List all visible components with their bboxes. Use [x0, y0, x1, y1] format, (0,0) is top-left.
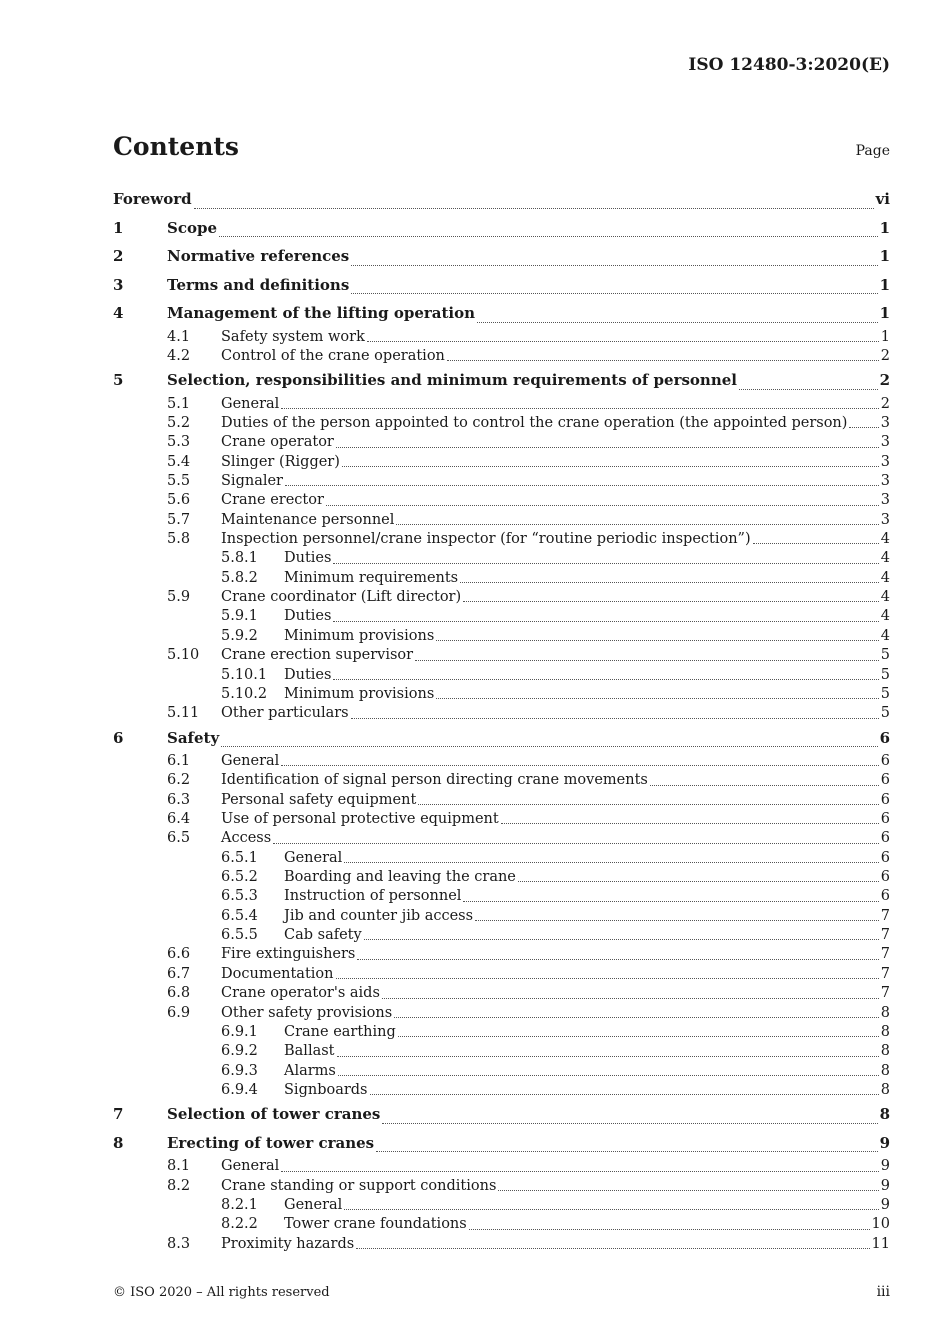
toc-entry-title: Jib and counter jib access [284, 907, 474, 924]
toc-entry[interactable] [113, 1129, 890, 1158]
toc-entry-number: 6.9.1 [221, 1023, 258, 1040]
toc-entry-page: 3 [880, 453, 890, 470]
toc-entry-page: 7 [880, 946, 890, 963]
toc-entry-number: 6.5.1 [221, 849, 258, 866]
toc-entry-page: 4 [880, 531, 890, 548]
dot-leader [344, 1208, 878, 1210]
toc-entry[interactable] [113, 588, 890, 607]
toc-entry-page: 8 [880, 1062, 890, 1079]
dot-leader [418, 803, 878, 805]
toc-entry-number: 8.2 [167, 1177, 191, 1194]
toc-entry-title: Documentation [221, 965, 334, 982]
toc-entry-title: Scope [167, 218, 218, 237]
toc-entry-title: Other safety provisions [221, 1004, 393, 1021]
toc-entry-number: 6.5.4 [221, 907, 258, 924]
toc-entry[interactable] [113, 704, 890, 723]
toc-entry-page: 6 [880, 830, 890, 847]
dot-leader [333, 678, 878, 680]
toc-entry-page: 6 [879, 728, 890, 747]
toc-entry[interactable] [113, 569, 890, 588]
toc-entry[interactable] [113, 472, 890, 491]
toc-entry-number: 2 [113, 247, 124, 265]
dot-leader [336, 446, 879, 448]
toc-entry-page: 8 [880, 1043, 890, 1060]
table-of-contents [113, 185, 890, 1254]
toc-entry-page: 2 [880, 395, 890, 412]
toc-entry[interactable] [113, 965, 890, 984]
toc-entry[interactable] [113, 242, 890, 271]
toc-entry-page: 9 [880, 1196, 890, 1213]
toc-entry-title: Fire extinguishers [221, 946, 356, 963]
toc-entry-number: 6.3 [167, 791, 191, 808]
toc-entry-page: 7 [880, 985, 890, 1002]
toc-entry-number: 4.2 [167, 347, 191, 364]
toc-entry-page: 3 [880, 511, 890, 528]
toc-entry-number: 6.9 [167, 1004, 191, 1021]
dot-leader [351, 264, 877, 266]
dot-leader [849, 426, 878, 428]
toc-entry-title: Proximity hazards [221, 1235, 355, 1252]
toc-entry-title: Selection, responsibilities and minimum requirements of personnel [167, 371, 737, 390]
dot-leader [326, 504, 879, 506]
dot-leader [221, 745, 877, 747]
toc-entry-title: Signboards [284, 1081, 368, 1098]
toc-entry-title: Selection of tower cranes [167, 1105, 381, 1124]
toc-entry[interactable] [113, 1081, 890, 1100]
toc-entry-page: 5 [880, 705, 890, 722]
toc-entry[interactable] [113, 685, 890, 704]
toc-entry-page: 8 [879, 1105, 890, 1124]
toc-entry-page: 9 [880, 1177, 890, 1194]
toc-entry[interactable] [113, 549, 890, 568]
dot-leader [344, 861, 878, 863]
toc-entry-number: 4 [113, 304, 124, 322]
toc-entry-title: Control of the crane operation [221, 347, 445, 364]
toc-entry-title: General [221, 1158, 280, 1175]
toc-entry[interactable] [113, 829, 890, 848]
toc-entry-page: 6 [880, 811, 890, 828]
page-column-label: Page [855, 143, 890, 159]
toc-entry-title: Tower crane foundations [284, 1216, 467, 1233]
dot-leader [650, 784, 879, 786]
toc-entry-number: 5.9.2 [221, 627, 258, 644]
toc-entry-title: General [284, 849, 343, 866]
dot-leader [382, 997, 879, 999]
toc-entry-title: Minimum requirements [284, 569, 459, 586]
toc-entry-title: Identification of signal person directing crane movements [221, 772, 648, 789]
toc-entry-title: Terms and definitions [167, 275, 350, 294]
toc-entry[interactable] [113, 1100, 890, 1129]
dot-leader [364, 938, 879, 940]
dot-leader [501, 822, 879, 824]
dot-leader [463, 600, 879, 602]
dot-leader [281, 1170, 878, 1172]
dot-leader [219, 235, 878, 237]
toc-entry[interactable] [113, 666, 890, 685]
toc-entry-page: 9 [879, 1133, 890, 1152]
toc-entry-page: 6 [880, 849, 890, 866]
toc-entry[interactable] [113, 347, 890, 366]
toc-entry[interactable] [113, 810, 890, 829]
dot-leader [376, 1150, 877, 1152]
toc-entry[interactable] [113, 491, 890, 510]
toc-entry-number: 6.2 [167, 772, 191, 789]
toc-entry[interactable] [113, 185, 890, 214]
toc-entry-title: Boarding and leaving the crane [284, 869, 516, 886]
toc-entry-page: 6 [880, 772, 890, 789]
toc-entry[interactable] [113, 791, 890, 810]
toc-entry-title: Minimum provisions [284, 627, 435, 644]
toc-entry-title: General [284, 1196, 343, 1213]
toc-entry[interactable] [113, 1004, 890, 1023]
dot-leader [463, 900, 878, 902]
toc-entry-title: Signaler [221, 473, 283, 490]
toc-entry[interactable] [113, 771, 890, 790]
toc-entry-title: Use of personal protective equipment [221, 811, 499, 828]
toc-entry[interactable] [113, 646, 890, 665]
toc-entry-number: 6.7 [167, 965, 191, 982]
dot-leader [333, 562, 878, 564]
toc-entry-number: 8.2.2 [221, 1216, 258, 1233]
dot-leader [351, 717, 879, 719]
toc-entry-page: 6 [880, 753, 890, 770]
toc-entry-page: 6 [880, 869, 890, 886]
toc-entry[interactable] [113, 627, 890, 646]
dot-leader [351, 292, 877, 294]
toc-entry-page: 7 [880, 965, 890, 982]
footer-copyright: © ISO 2020 – All rights reserved [113, 1285, 330, 1300]
toc-entry-page: 1 [879, 304, 890, 322]
toc-entry-title: Normative references [167, 247, 350, 265]
dot-leader [194, 207, 874, 209]
toc-entry-number: 6.5.5 [221, 927, 258, 944]
toc-entry-page: 8 [880, 1004, 890, 1021]
dot-leader [447, 359, 879, 361]
toc-entry-number: 6.9.3 [221, 1062, 258, 1079]
toc-entry-page: 3 [880, 434, 890, 451]
dot-leader [281, 764, 878, 766]
toc-entry-title: Safety system work [221, 328, 365, 345]
toc-entry-title: Other particulars [221, 705, 349, 722]
toc-entry-title: Maintenance personnel [221, 511, 395, 528]
dot-leader [273, 842, 879, 844]
toc-entry-number: 5 [113, 371, 124, 390]
toc-entry[interactable] [113, 299, 890, 328]
toc-entry-number: 4.1 [167, 328, 191, 345]
toc-entry[interactable] [113, 1235, 890, 1254]
toc-entry-page: 1 [879, 275, 890, 294]
footer-page-number: iii [876, 1284, 890, 1300]
dot-leader [382, 1122, 877, 1124]
dot-leader [398, 1035, 879, 1037]
toc-entry-number: 6 [113, 728, 124, 747]
toc-entry-page: vi [875, 190, 890, 208]
toc-entry-number: 5.2 [167, 415, 191, 432]
dot-leader [342, 465, 879, 467]
toc-entry-title: Crane standing or support conditions [221, 1177, 497, 1194]
toc-entry-number: 8.3 [167, 1235, 191, 1252]
toc-entry-page: 8 [880, 1023, 890, 1040]
toc-entry-page: 4 [880, 569, 890, 586]
toc-entry-title: Crane earthing [284, 1023, 396, 1040]
toc-entry-page: 7 [880, 907, 890, 924]
toc-entry-page: 2 [880, 347, 890, 364]
toc-entry-number: 5.3 [167, 434, 191, 451]
dot-leader [415, 659, 879, 661]
toc-entry-number: 3 [113, 275, 124, 294]
dot-leader [469, 1228, 870, 1230]
toc-entry-number: 5.7 [167, 511, 191, 528]
dot-leader [367, 340, 879, 342]
toc-entry-number: 6.6 [167, 946, 191, 963]
toc-entry-number: 5.5 [167, 473, 191, 490]
toc-entry-page: 2 [879, 371, 890, 390]
toc-entry[interactable] [113, 849, 890, 868]
toc-entry-number: 8.2.1 [221, 1196, 258, 1213]
toc-entry-page: 6 [880, 888, 890, 905]
toc-entry-page: 6 [880, 791, 890, 808]
toc-entry-page: 3 [880, 415, 890, 432]
toc-entry[interactable] [113, 945, 890, 964]
toc-entry-number: 5.10.1 [221, 666, 268, 683]
toc-entry-number: 5.9 [167, 589, 191, 606]
toc-entry-title: Crane erection supervisor [221, 647, 414, 664]
dot-leader [370, 1093, 879, 1095]
toc-entry-page: 7 [880, 927, 890, 944]
dot-leader [477, 321, 878, 323]
dot-leader [338, 1074, 879, 1076]
toc-entry-number: 6.9.4 [221, 1081, 258, 1098]
toc-entry[interactable] [113, 433, 890, 452]
dot-leader [460, 581, 879, 583]
toc-entry-page: 5 [880, 685, 890, 702]
toc-entry-title: Instruction of personnel [284, 888, 462, 905]
toc-entry-title: Ballast [284, 1043, 335, 1060]
toc-entry-title: Management of the lifting operation [167, 304, 476, 322]
dot-leader [498, 1189, 878, 1191]
dot-leader [333, 620, 878, 622]
toc-entry-number: 5.4 [167, 453, 191, 470]
toc-entry-page: 10 [871, 1216, 890, 1233]
toc-entry[interactable] [113, 1042, 890, 1061]
toc-entry-number: 6.4 [167, 811, 191, 828]
toc-entry[interactable] [113, 1177, 890, 1196]
dot-leader [356, 1247, 869, 1249]
toc-entry-number: 5.8.2 [221, 569, 258, 586]
toc-entry-number: 6.5 [167, 830, 191, 847]
toc-entry-title: Access [221, 830, 272, 847]
toc-entry-title: Alarms [284, 1062, 336, 1079]
toc-entry[interactable] [113, 984, 890, 1003]
toc-entry-page: 3 [880, 473, 890, 490]
toc-entry-number: 5.1 [167, 395, 191, 412]
toc-entry-page: 4 [880, 550, 890, 567]
toc-entry[interactable] [113, 1062, 890, 1081]
toc-entry-number: 8.1 [167, 1158, 191, 1175]
toc-entry[interactable] [113, 1157, 890, 1176]
toc-entry-page: 1 [879, 247, 890, 265]
toc-entry[interactable] [113, 395, 890, 414]
toc-entry[interactable] [113, 887, 890, 906]
dot-leader [394, 1016, 879, 1018]
toc-entry[interactable] [113, 214, 890, 243]
toc-entry[interactable] [113, 530, 890, 549]
toc-entry-page: 1 [880, 328, 890, 345]
toc-entry-number: 6.5.3 [221, 888, 258, 905]
toc-entry-title: Crane coordinator (Lift director) [221, 589, 462, 606]
dot-leader [753, 542, 879, 544]
toc-entry[interactable] [113, 511, 890, 530]
toc-entry[interactable] [113, 328, 890, 347]
dot-leader [475, 919, 879, 921]
dot-leader [281, 407, 878, 409]
toc-entry-number: 1 [113, 218, 124, 237]
toc-entry[interactable] [113, 868, 890, 887]
toc-entry-title: Personal safety equipment [221, 791, 417, 808]
toc-entry-page: 5 [880, 647, 890, 664]
toc-entry[interactable] [113, 907, 890, 926]
dot-leader [436, 697, 878, 699]
toc-entry-page: 5 [880, 666, 890, 683]
toc-entry-page: 4 [880, 589, 890, 606]
toc-entry-title: Minimum provisions [284, 685, 435, 702]
toc-entry-page: 4 [880, 608, 890, 625]
document-reference: ISO 12480-3:2020(E) [688, 55, 890, 75]
dot-leader [518, 880, 879, 882]
toc-entry-title: General [221, 395, 280, 412]
toc-entry-number: 6.9.2 [221, 1043, 258, 1060]
dot-leader [285, 484, 879, 486]
toc-entry[interactable] [113, 752, 890, 771]
toc-entry-title: Duties [284, 666, 332, 683]
toc-entry-title: Erecting of tower cranes [167, 1133, 375, 1152]
toc-entry-title: Duties [284, 608, 332, 625]
dot-leader [336, 977, 879, 979]
toc-entry-number: 8 [113, 1133, 124, 1152]
dot-leader [396, 523, 878, 525]
toc-entry-number: 5.11 [167, 705, 200, 722]
toc-entry-number: 7 [113, 1105, 124, 1124]
toc-entry-number: 5.9.1 [221, 608, 258, 625]
toc-entry-number: 6.1 [167, 753, 191, 770]
toc-entry[interactable] [113, 414, 890, 433]
toc-entry[interactable] [113, 724, 890, 753]
toc-entry-title: Crane operator's aids [221, 985, 380, 1002]
toc-entry[interactable] [113, 453, 890, 472]
toc-entry-page: 1 [879, 218, 890, 237]
toc-entry-title: General [221, 753, 280, 770]
toc-entry-title: Cab safety [284, 927, 362, 944]
toc-entry-number: 5.8 [167, 531, 191, 548]
toc-entry-title: Inspection personnel/crane inspector (for “routine periodic inspection”) [221, 531, 751, 548]
dot-leader [739, 388, 878, 390]
toc-entry-number: 5.8.1 [221, 550, 258, 567]
dot-leader [436, 639, 878, 641]
toc-entry-number: 6.8 [167, 985, 191, 1002]
toc-entry[interactable] [113, 607, 890, 626]
toc-entry[interactable] [113, 271, 890, 300]
dot-leader [357, 958, 878, 960]
toc-entry-title: Duties [284, 550, 332, 567]
toc-entry-page: 11 [871, 1235, 890, 1252]
toc-entry-title: Crane operator [221, 434, 334, 451]
toc-entry-number: 5.6 [167, 492, 191, 509]
toc-entry-title: Foreword [113, 190, 192, 208]
toc-entry-title: Duties of the person appointed to control the crane operation (the appointed person) [221, 415, 848, 432]
toc-entry-number: 5.10.2 [221, 685, 268, 702]
toc-entry-number: 5.10 [167, 647, 200, 664]
toc-entry-page: 4 [880, 627, 890, 644]
toc-entry[interactable] [113, 1023, 890, 1042]
dot-leader [337, 1055, 879, 1057]
toc-entry-page: 8 [880, 1081, 890, 1098]
toc-entry-number: 6.5.2 [221, 869, 258, 886]
toc-entry-page: 9 [880, 1158, 890, 1175]
toc-entry[interactable] [113, 366, 890, 395]
contents-heading: Contents [113, 132, 240, 161]
toc-entry[interactable] [113, 1215, 890, 1234]
toc-entry-page: 3 [880, 492, 890, 509]
toc-entry-title: Slinger (Rigger) [221, 453, 340, 470]
toc-entry[interactable] [113, 1196, 890, 1215]
toc-entry-title: Crane erector [221, 492, 324, 509]
toc-entry-title: Safety [167, 728, 220, 747]
toc-entry[interactable] [113, 926, 890, 945]
